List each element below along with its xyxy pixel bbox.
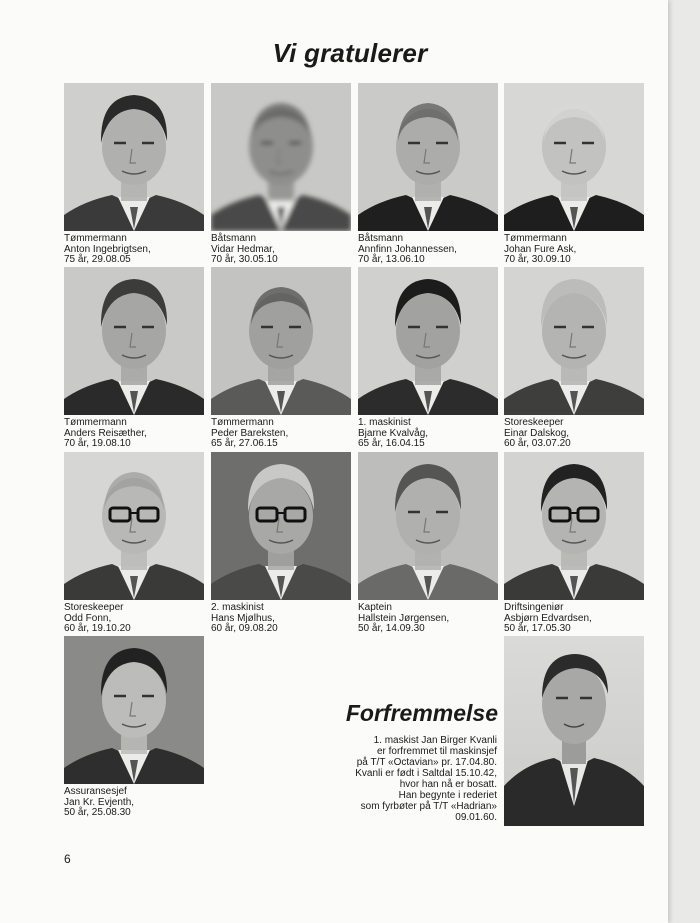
- portrait-caption: [64, 418, 204, 450]
- person-title: Assuransesjef: [64, 786, 127, 797]
- portrait-photo: [211, 267, 351, 415]
- portrait-card: [64, 267, 204, 450]
- portrait-caption: [211, 418, 351, 450]
- portrait-photo: [358, 452, 498, 600]
- portrait-card: [64, 83, 204, 266]
- person-age-date: 60 år, 19.10.20: [64, 623, 131, 634]
- person-age-date: 70 år, 30.05.10: [211, 254, 278, 265]
- promotion-heading: Forfremmelse: [345, 700, 498, 726]
- person-name: Bjarne Kvalvåg,: [358, 427, 429, 439]
- person-age-date: 50 år, 25.08.30: [64, 807, 131, 818]
- person-title: Tømmermann: [64, 417, 127, 428]
- portrait-card: [358, 267, 498, 450]
- person-title: Båtsmann: [211, 233, 257, 244]
- portrait-caption: [358, 234, 498, 266]
- portrait-card: [504, 267, 644, 450]
- person-age-date: 60 år, 03.07.20: [504, 438, 571, 449]
- portrait-card: [64, 452, 204, 635]
- promotion-line: er forfremmet til maskinsjef: [376, 746, 497, 757]
- portrait-caption: [64, 787, 204, 819]
- person-title: Tømmermann: [504, 233, 567, 244]
- portrait-card: [504, 83, 644, 266]
- portrait-photo: [504, 452, 644, 600]
- portrait-caption: [504, 418, 644, 450]
- portrait-photo: [64, 267, 204, 415]
- person-name: Johan Fure Ask,: [504, 243, 577, 255]
- portrait-card: [211, 267, 351, 450]
- person-title: Storeskeeper: [64, 602, 124, 613]
- promotion-portrait-photo: [504, 636, 644, 826]
- promotion-line: hvor han nå er bosatt.: [399, 779, 497, 790]
- person-age-date: 70 år, 30.09.10: [504, 254, 571, 265]
- person-name: Annfinn Johannessen,: [358, 243, 457, 255]
- promotion-line: 09.01.60.: [455, 812, 497, 823]
- promotion-line: på T/T «Octavian» pr. 17.04.80.: [356, 757, 497, 768]
- portrait-photo: [64, 452, 204, 600]
- portrait-caption: [358, 603, 498, 635]
- page-number: 6: [64, 852, 71, 866]
- person-age-date: 75 år, 29.08.05: [64, 254, 131, 265]
- person-name: Peder Bareksten,: [211, 427, 289, 439]
- page-title: Vi gratulerer: [272, 38, 428, 68]
- person-name: Jan Kr. Evjenth,: [64, 796, 135, 808]
- portrait-card: [211, 83, 351, 266]
- person-age-date: 65 år, 16.04.15: [358, 438, 425, 449]
- person-title: Storeskeeper: [504, 417, 564, 428]
- portrait-caption: [211, 234, 351, 266]
- person-name: Hallstein Jørgensen,: [358, 612, 450, 624]
- portrait-photo: [64, 83, 204, 231]
- person-age-date: 70 år, 13.06.10: [358, 254, 425, 265]
- portrait-photo: [504, 267, 644, 415]
- portrait-card: [358, 83, 498, 266]
- promotion-text: [300, 735, 497, 823]
- person-title: Båtsmann: [358, 233, 404, 244]
- person-name: Einar Dalskog,: [504, 427, 570, 439]
- person-title: Tømmermann: [211, 417, 274, 428]
- person-age-date: 50 år, 14.09.30: [358, 623, 425, 634]
- person-title: 2. maskinist: [211, 602, 264, 613]
- portrait-photo: [358, 83, 498, 231]
- portrait-photo: [64, 636, 204, 784]
- person-age-date: 65 år, 27.06.15: [211, 438, 278, 449]
- promotion-line: som fyrbøter på T/T «Hadrian»: [360, 801, 497, 812]
- person-name: Anders Reisæther,: [64, 427, 147, 439]
- person-age-date: 50 år, 17.05.30: [504, 623, 571, 634]
- person-name: Hans Mjølhus,: [211, 612, 275, 624]
- person-title: Tømmermann: [64, 233, 127, 244]
- promotion-line: Han begynte i rederiet: [398, 790, 497, 801]
- portrait-caption: [64, 234, 204, 266]
- person-age-date: 60 år, 09.08.20: [211, 623, 278, 634]
- portrait-photo: [211, 83, 351, 231]
- person-title: Driftsingeniør: [504, 602, 564, 613]
- promotion-line: Kvanli er født i Saltdal 15.10.42,: [355, 768, 497, 779]
- portrait-caption: [504, 603, 644, 635]
- person-age-date: 70 år, 19.08.10: [64, 438, 131, 449]
- promotion-line: 1. maskist Jan Birger Kvanli: [373, 735, 497, 746]
- portrait-card: [358, 452, 498, 635]
- portrait-caption: [504, 234, 644, 266]
- portrait-caption: [64, 603, 204, 635]
- portrait-caption: [211, 603, 351, 635]
- person-name: Anton Ingebrigtsen,: [64, 243, 151, 255]
- portrait-photo: [504, 83, 644, 231]
- portrait-photo: [358, 267, 498, 415]
- person-name: Asbjørn Edvardsen,: [504, 612, 592, 624]
- person-title: 1. maskinist: [358, 417, 411, 428]
- person-name: Odd Fonn,: [64, 612, 112, 624]
- portrait-card: [504, 452, 644, 635]
- person-name: Vidar Hedmar,: [211, 243, 275, 255]
- portrait-caption: [358, 418, 498, 450]
- portrait-card: [64, 636, 204, 819]
- portrait-photo: [211, 452, 351, 600]
- portrait-card: [211, 452, 351, 635]
- person-title: Kaptein: [358, 602, 392, 613]
